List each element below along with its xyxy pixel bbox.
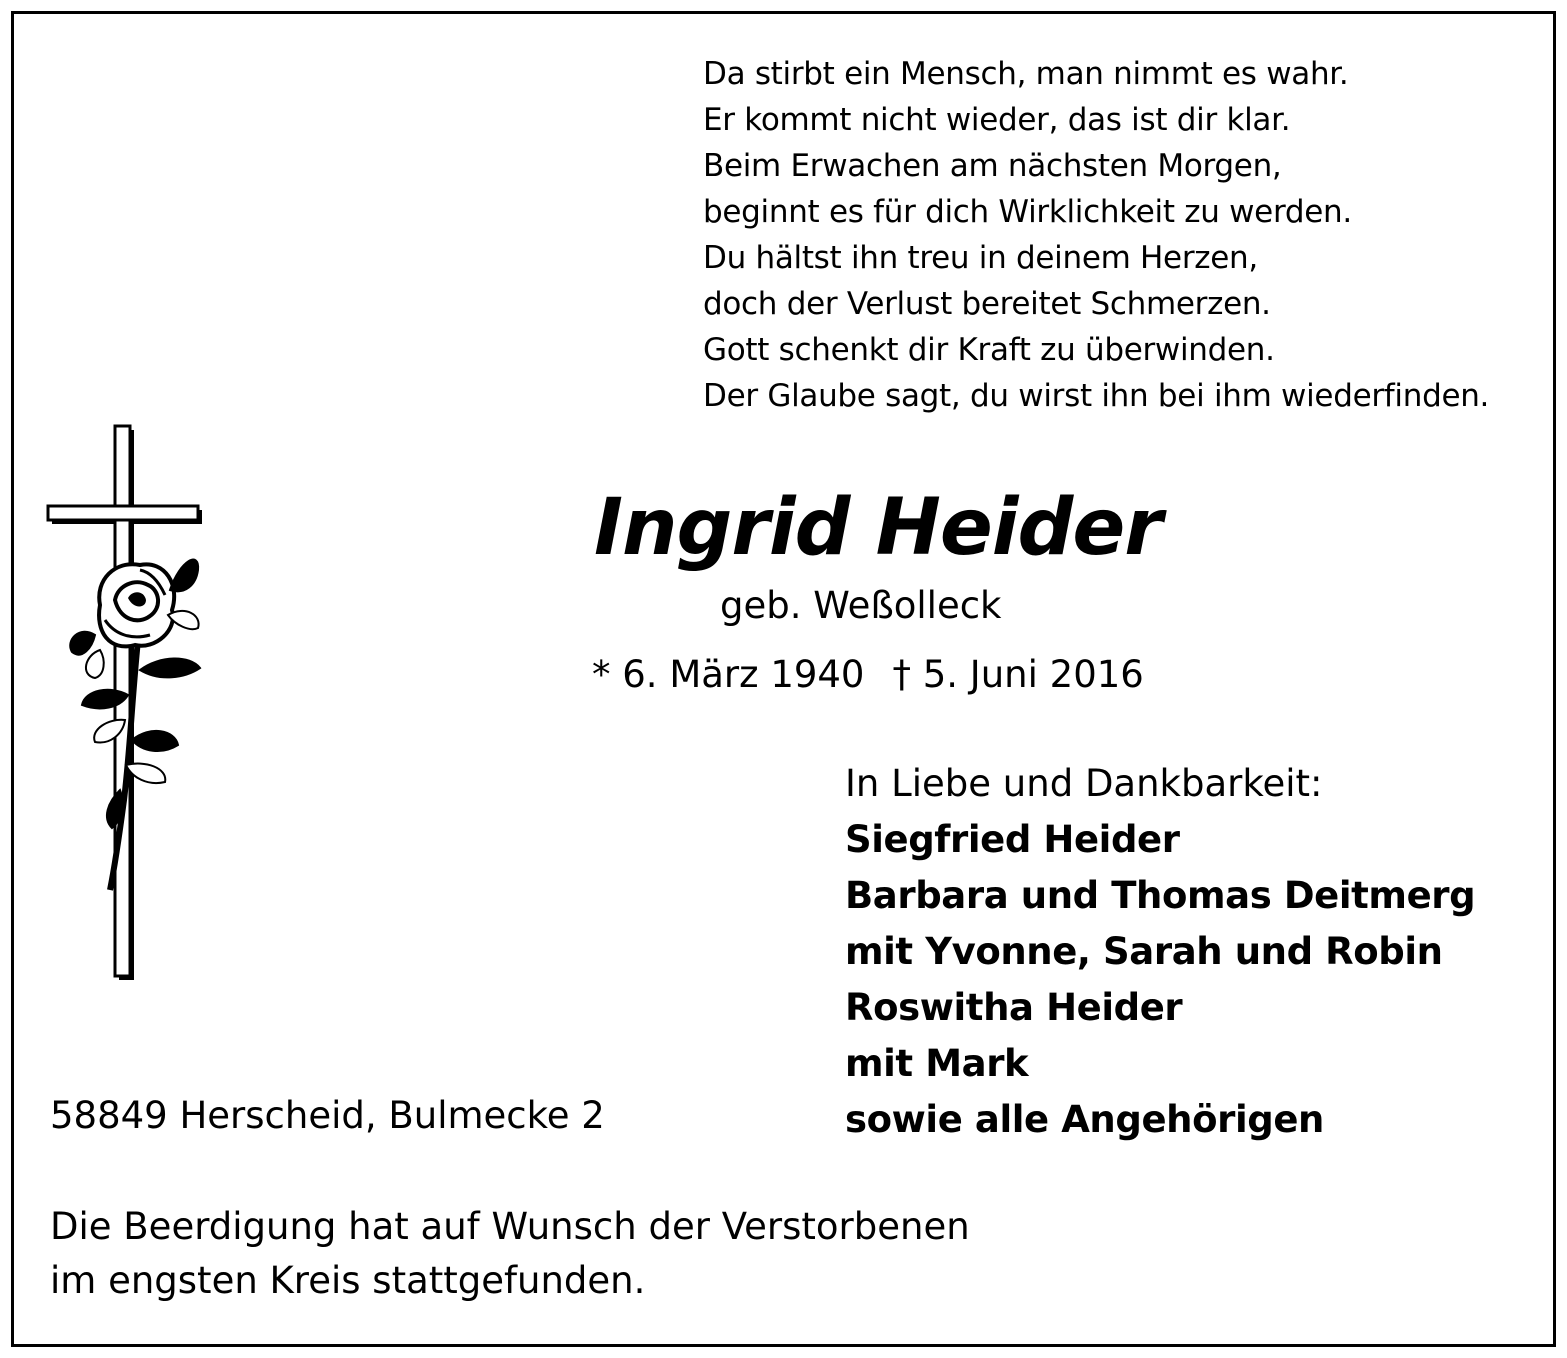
deceased-name: Ingrid Heider: [594, 483, 1162, 573]
poem-line: beginnt es für dich Wirklichkeit zu werden.: [703, 194, 1352, 230]
poem-line: Der Glaube sagt, du wirst ihn bei ihm wiederfinden.: [703, 378, 1490, 414]
poem-line: Du hältst ihn treu in deinem Herzen,: [703, 240, 1258, 276]
birth-date: * 6. März 1940: [592, 653, 865, 696]
cross-beam: [48, 506, 198, 520]
funeral-note-line: im engsten Kreis stattgefunden.: [50, 1259, 646, 1302]
mourner-name: Roswitha Heider: [845, 986, 1183, 1029]
rose-bloom: [99, 564, 174, 646]
funeral-note: [50, 1200, 970, 1308]
mourners-block: [845, 756, 1475, 1148]
poem-line: Beim Erwachen am nächsten Morgen,: [703, 148, 1282, 184]
family-address: 58849 Herscheid, Bulmecke 2: [50, 1094, 605, 1137]
mourner-name: mit Yvonne, Sarah und Robin: [845, 930, 1443, 973]
funeral-note-line: Die Beerdigung hat auf Wunsch der Verstorbenen: [50, 1205, 970, 1248]
birth-name: geb. Weßolleck: [720, 584, 1002, 627]
mourner-name: mit Mark: [845, 1042, 1029, 1085]
poem-line: Da stirbt ein Mensch, man nimmt es wahr.: [703, 56, 1349, 92]
life-dates: [592, 652, 1144, 698]
poem-line: Gott schenkt dir Kraft zu überwinden.: [703, 332, 1275, 368]
poem: [703, 51, 1543, 419]
mourners-intro: In Liebe und Dankbarkeit:: [845, 762, 1323, 805]
poem-line: doch der Verlust bereitet Schmerzen.: [703, 286, 1271, 322]
mourner-name: sowie alle Angehörigen: [845, 1098, 1324, 1141]
cross-with-rose-icon: [40, 420, 220, 990]
mourner-name: Barbara und Thomas Deitmerg: [845, 874, 1476, 917]
poem-line: Er kommt nicht wieder, das ist dir klar.: [703, 102, 1291, 138]
mourner-name: Siegfried Heider: [845, 818, 1180, 861]
death-date: † 5. Juni 2016: [892, 653, 1144, 696]
